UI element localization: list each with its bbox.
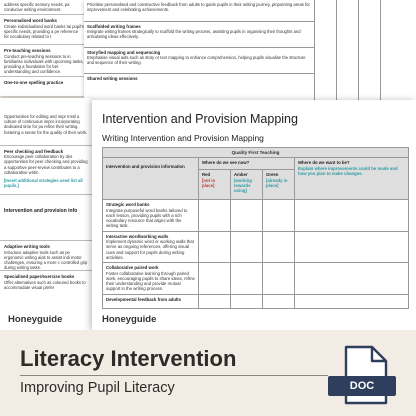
row-text: Integrate purposeful word banks tailored to each lesson, providing pupils with a rich vocabulary resource that aligns with the writing task. xyxy=(106,207,188,229)
rag-label: Amber xyxy=(234,172,248,178)
row-text: Implement dynamic word or working walls that serve as ongoing references, offering visual cues and support for pupils during writing activities. xyxy=(106,239,194,260)
sheet-b-row xyxy=(84,0,314,22)
brand-logo: Honeyguide xyxy=(102,314,157,325)
rag-hint: [working towards using] xyxy=(234,177,252,194)
document-title: Intervention and Provision Mapping xyxy=(102,112,298,126)
row-info xyxy=(103,263,199,294)
document-subtitle: Writing Intervention and Provision Mapping xyxy=(102,133,264,143)
sheet-b-rag-columns xyxy=(314,0,416,100)
row-title: Shared writing sessions xyxy=(87,76,138,81)
block-title: Pre-teaching sessions xyxy=(4,48,51,54)
product-subtitle: Improving Pupil Literacy xyxy=(20,380,175,396)
block-text: Offer alternatives such as coloured books to accommodate visual prefer xyxy=(4,279,86,290)
sheet-b-row xyxy=(84,48,314,74)
sheet-b-row xyxy=(84,22,314,48)
rag-amber-header xyxy=(231,170,263,200)
rag-red-header xyxy=(199,170,231,200)
rag-label: Red xyxy=(202,172,211,178)
table-header-row xyxy=(103,158,409,170)
rag-label: Green xyxy=(266,172,279,178)
rag-cell-amber[interactable] xyxy=(231,200,263,231)
rag-cell-amber[interactable] xyxy=(231,231,263,262)
page-preview-top-left xyxy=(0,0,88,96)
rag-hint: [not in place] xyxy=(202,177,216,188)
mapping-table xyxy=(102,147,409,309)
sheet-a-block xyxy=(0,15,88,45)
table-row xyxy=(103,231,409,262)
page-preview-top-right xyxy=(84,0,416,100)
rag-cell-amber[interactable] xyxy=(231,263,263,294)
table-title: Quality First Teaching xyxy=(103,148,409,158)
sheet-a-intro xyxy=(0,0,88,15)
column-header-where-now: Where do we see now? xyxy=(199,158,295,170)
row-title: Strategic word banks xyxy=(106,202,150,208)
page-preview-front xyxy=(92,100,416,330)
rag-cell-green[interactable] xyxy=(263,200,295,231)
row-text: Emphasise visual aids such as story or text mapping to enhance comprehension, helping pupils visualise the structure and sequence of their writing. xyxy=(87,55,306,66)
document-file-icon xyxy=(336,345,390,405)
table-row xyxy=(103,263,409,294)
block-title: One-to-one spelling practice xyxy=(4,80,64,86)
sheet-a-block xyxy=(0,77,88,85)
rag-cell-green[interactable] xyxy=(263,263,295,294)
sheet-b-row xyxy=(84,74,314,83)
rag-cell-red[interactable] xyxy=(199,294,231,308)
row-text: Integrate writing frames strategically to scaffold the writing process, assisting pupils in organising their thoughts and articulating ideas effectively. xyxy=(87,29,301,40)
block-text: Introduce adaptive tools such as pe ergonomic writing aids to assist indi motor challenges, ensuring a more c controlled grip during writing tasks. xyxy=(4,249,88,271)
table-row xyxy=(103,294,409,308)
rag-cell-red[interactable] xyxy=(199,231,231,262)
sheet-b-rows xyxy=(84,0,314,83)
column-divider xyxy=(314,0,315,100)
block-title: Adaptive writing tools xyxy=(4,244,50,250)
row-title: Interactive word/working walls xyxy=(106,233,169,239)
improvement-cell[interactable] xyxy=(295,263,409,294)
rag-cell-green[interactable] xyxy=(263,231,295,262)
row-title: Collaborative paired work xyxy=(106,265,159,271)
file-format-badge: DOC xyxy=(328,376,396,396)
improvement-cell[interactable] xyxy=(295,294,409,308)
column-header-info: Intervention and provision information xyxy=(103,158,199,200)
column-divider xyxy=(380,0,381,100)
sheet-c-block xyxy=(0,146,92,175)
rag-hint: [already in place] xyxy=(266,177,288,188)
row-title: Developmental feedback from adults xyxy=(106,296,181,302)
rag-cell-red[interactable] xyxy=(199,200,231,231)
improvement-cell[interactable] xyxy=(295,200,409,231)
where-to-note: Explain where improvements could be made and how you plan to make changes. xyxy=(298,165,398,176)
row-info xyxy=(103,231,199,262)
block-text: Opportunities for editing and impr Instil a culture of continuous impro incorporating dedicated time for pu refine their writing, fostering a sense for the quality of their work. xyxy=(4,114,88,135)
title-divider xyxy=(20,375,328,376)
block-text: Encourage peer collaboration by des opportunities for peer checking and providing a supportive peer-review contributes to a collaborative writin xyxy=(4,154,88,175)
where-to-label: Where do we want to be? xyxy=(298,160,350,166)
block-text: Create individualised word banks tai pupil's specific needs, providing a pe reference for vocabulary related to t xyxy=(4,23,84,40)
rag-cell-amber[interactable] xyxy=(231,294,263,308)
rag-cell-green[interactable] xyxy=(263,294,295,308)
block-title: Peer checking and feedback xyxy=(4,149,64,154)
sheet-a-line: conducive writing environment. xyxy=(4,7,62,13)
product-title: Literacy Intervention xyxy=(20,346,237,371)
rag-cell-red[interactable] xyxy=(199,263,231,294)
row-info xyxy=(103,200,199,231)
improvement-cell[interactable] xyxy=(295,231,409,262)
sheet-a-block xyxy=(0,45,88,77)
column-divider xyxy=(336,0,337,100)
sheet-c-block xyxy=(0,98,92,146)
sheet-a-line: address specific sensory needs, pa xyxy=(4,2,70,7)
section-label: Intervention and provision info xyxy=(0,195,92,241)
table-row xyxy=(103,200,409,231)
row-text: Foster collaborative learning through paired work, encouraging pupils to share ideas, refine their understanding and provide mutual support in the writing process. xyxy=(106,270,195,292)
page-preview-left xyxy=(0,98,92,330)
brand-logo: Honeyguide xyxy=(8,314,63,325)
sheet-c-block xyxy=(0,271,92,290)
rag-green-header xyxy=(263,170,295,200)
block-title: Personalised word banks xyxy=(4,18,57,24)
row-text: Prioritise personalised and constructive feedback from adults to guide pupils in their writing journey, pinpointing areas for improvement and celebrating achievements. xyxy=(87,2,310,13)
column-header-where-to xyxy=(295,158,409,200)
block-title: Specialised paper/exercise books xyxy=(4,274,75,280)
table-title-row xyxy=(103,148,409,158)
block-text: Conduct pre-teaching sessions to in familiarise individuals with upcoming tasks, providing a foundation for bet understanding and confidence. xyxy=(4,53,84,75)
insert-note: [Insert additional strategies used list all pupils.] xyxy=(0,175,92,195)
column-divider xyxy=(358,0,359,100)
row-info xyxy=(103,294,199,308)
row-title: Storyfied mapping and sequencing xyxy=(87,50,161,55)
sheet-c-block xyxy=(0,241,92,271)
row-title: Scaffolded writing frames xyxy=(87,24,141,29)
